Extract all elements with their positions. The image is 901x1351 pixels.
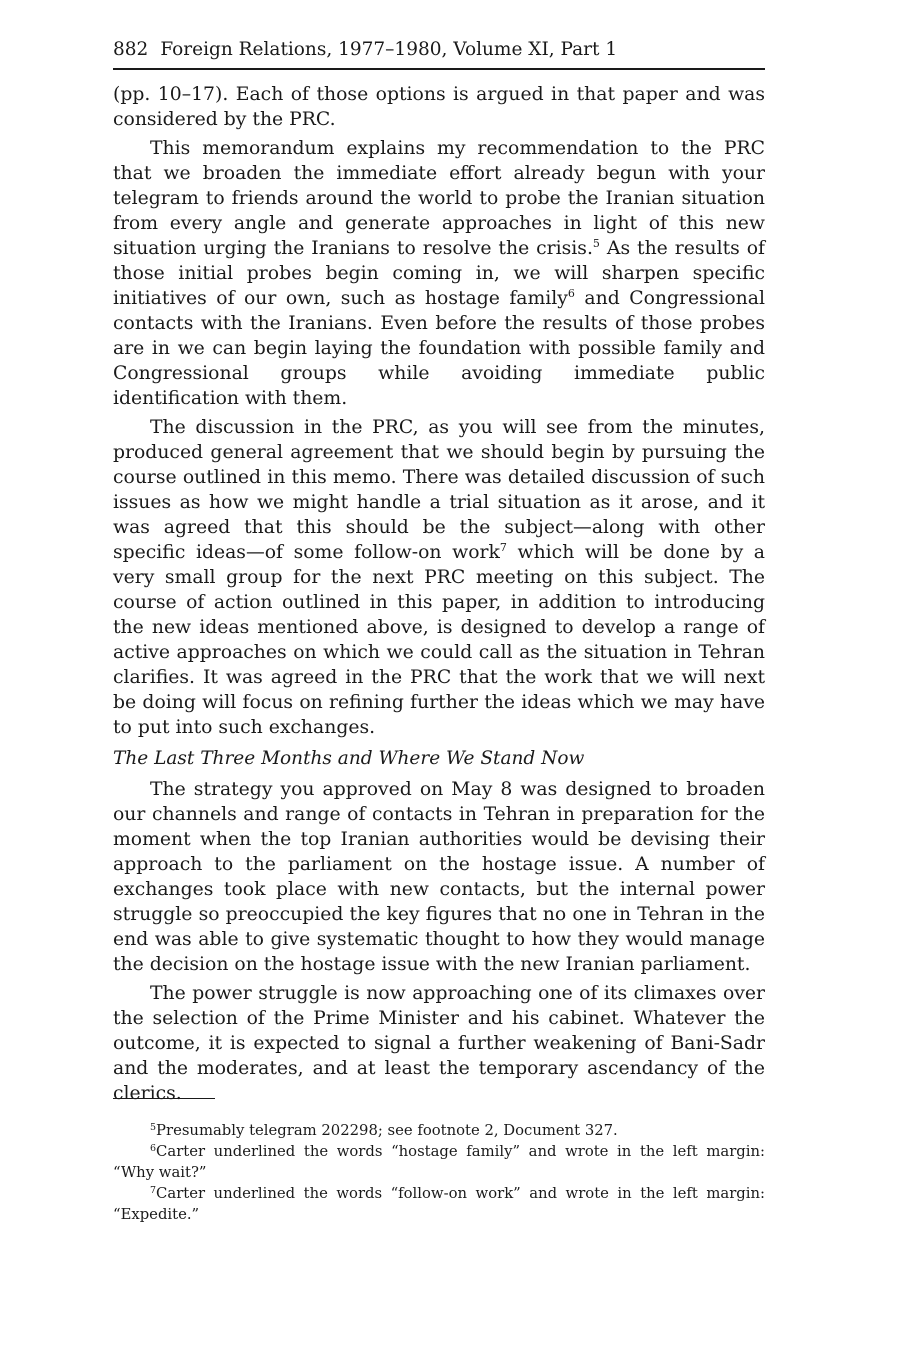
paragraph-3-part-b: which will be done by a very small group for the next PRC meeting on this subject. The course of action outlined in this paper, in addition to introducing the new ideas mentioned above, is designed to develop a range of active approaches on which we could call as the situation in Tehran clarifies. It was agreed in the PRC that the work that we will next be doing will focus on refining further the ideas which we may have to put into such exchanges. [113, 542, 766, 738]
paragraph-1: (pp. 10–17). Each of those options is argued in that paper and was considered by the PRC. [113, 84, 765, 130]
footnotes [113, 1120, 765, 1225]
paragraph-2-part-b: As the results of those initial probes begin coming in, we will sharpen specific initiatives of our own, such as hostage family [113, 238, 765, 309]
footnote-text: Carter underlined the words “hostage family” and wrote in the left margin: “Why wait?” [113, 1143, 765, 1181]
paragraph-2-part-c: and Congressional contacts with the Iranians. Even before the results of those probes are in we can begin laying the foundation with possible family and Congressional groups while avoiding immediate public identification with them. [113, 288, 765, 409]
footnote-7 [113, 1183, 765, 1225]
paragraph-2 [113, 136, 765, 411]
paragraph-5: The power struggle is now approaching one of its climaxes over the selection of the Prime Minister and his cabinet. Whatever the outcome, it is expected to signal a further weakening of Bani-Sadr and the moderates, and at least the temporary ascendancy of the clerics. [113, 983, 765, 1104]
footnote-5 [113, 1120, 765, 1141]
volume-title: Foreign Relations, 1977–1980, Volume XI, Part 1 [160, 39, 618, 60]
running-header [113, 38, 765, 70]
footnote-ref-5: 5 [592, 237, 600, 250]
body-text [113, 82, 765, 1106]
paragraph-3 [113, 415, 765, 740]
paragraph-4: The strategy you approved on May 8 was designed to broaden our channels and range of contacts in Tehran in preparation for the moment when the top Iranian authorities would be devising their approach to the parliament on the hostage issue. A number of exchanges took place with new contacts, but the internal power struggle so preoccupied the key figures that no one in Tehran in the end was able to give systematic thought to how they would manage the decision on the hostage issue with the new Iranian parliament. [113, 779, 765, 975]
document-page [113, 38, 765, 1110]
footnote-number: 6 [150, 1143, 157, 1154]
paragraph-2-part-a: This memorandum explains my recommendation to the PRC that we broaden the immediate effort already begun with your telegram to friends around the world to probe the Iranian situation from every angle and generate approaches in light of this new situation urging the Iranians to resolve the crisis. [113, 138, 765, 259]
paragraph-3-part-a: The discussion in the PRC, as you will see from the minutes, produced general agreement that we should begin by pursuing the course outlined in this memo. There was detailed discussion of such issues as how we might handle a trial situation as it arose, and it was agreed that this should be the subject—along with other specific ideas—of some follow-on work [113, 417, 765, 563]
footnote-number: 5 [150, 1122, 157, 1133]
footnote-text: Presumably telegram 202298; see footnote 2, Document 327. [156, 1122, 618, 1139]
footnote-number: 7 [150, 1185, 157, 1196]
footnote-ref-6: 6 [567, 287, 575, 300]
page-number: 882 [113, 39, 149, 60]
footnote-text: Carter underlined the words “follow-on work” and wrote in the left margin: “Expedite.” [113, 1185, 765, 1223]
section-subheading: The Last Three Months and Where We Stand Now [113, 748, 585, 769]
footnote-6 [113, 1141, 765, 1183]
footnote-ref-7: 7 [499, 541, 507, 554]
footnote-divider [113, 1098, 215, 1099]
